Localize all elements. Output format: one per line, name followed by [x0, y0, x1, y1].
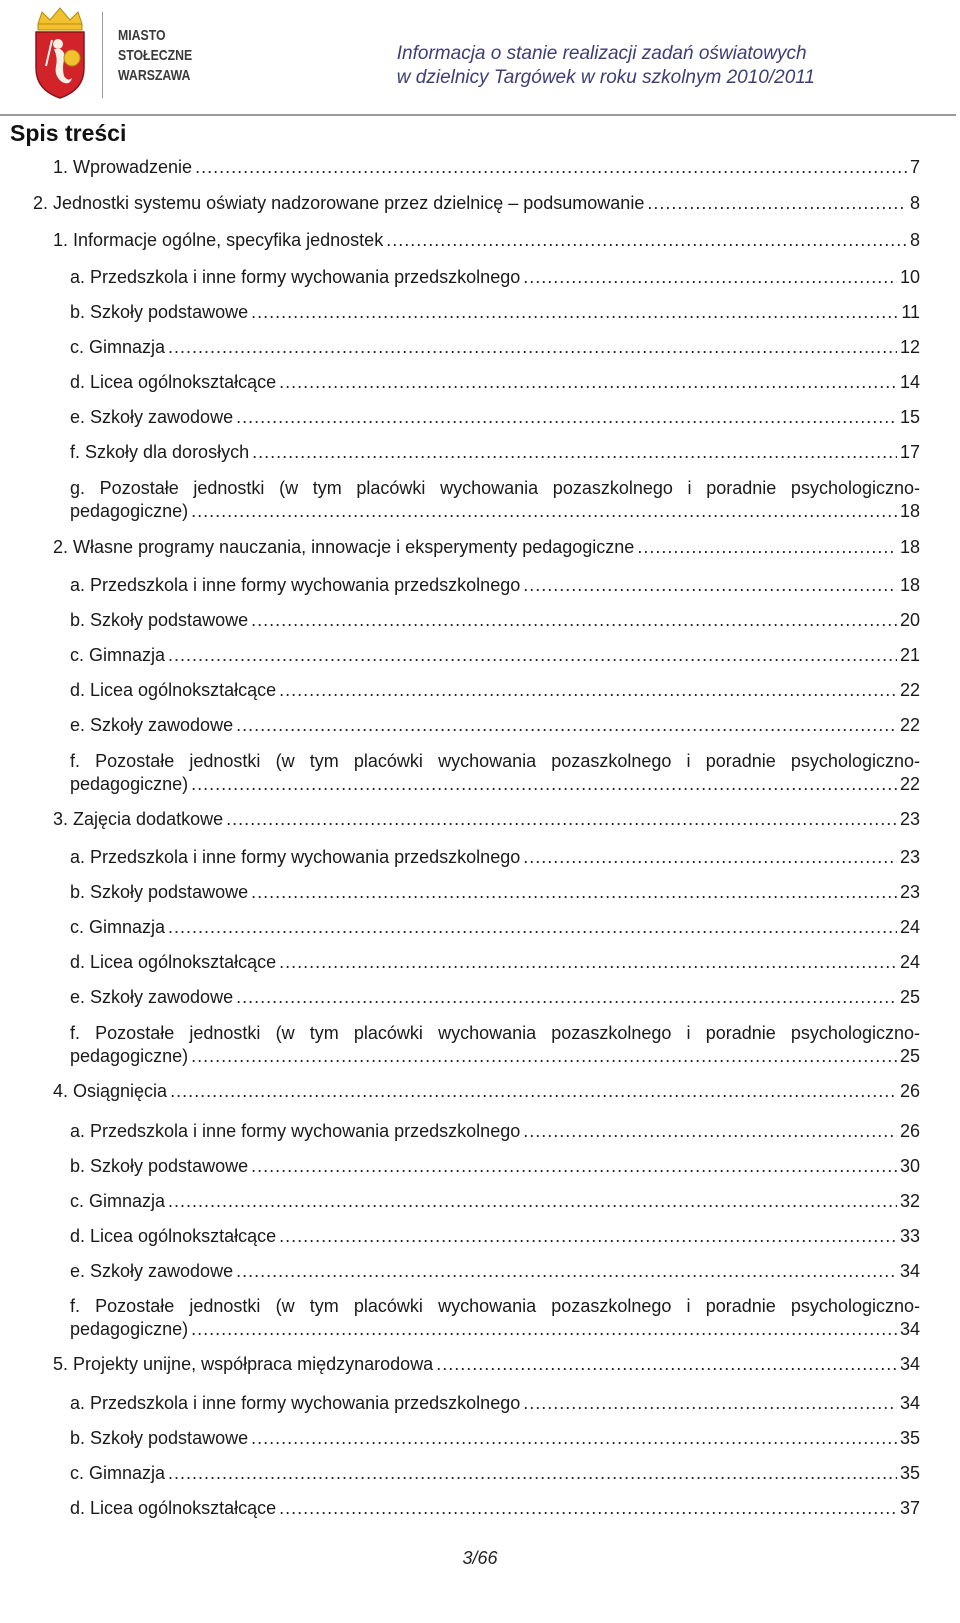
toc-entry-line[interactable] [70, 1295, 920, 1317]
toc-entry-page-number: 35 [899, 1428, 920, 1448]
toc-dot-leader [386, 229, 907, 251]
toc-entry[interactable] [70, 1225, 920, 1247]
document-title-line-2: w dzielnicy Targówek w roku szkolnym 2010/2011 [396, 67, 815, 88]
toc-entry-label: b. Szkoły podstawowe [70, 610, 249, 630]
toc-entry-label: f. Szkoły dla dorosłych [70, 442, 250, 462]
toc-entry-label: 1. Wprowadzenie [53, 157, 193, 177]
toc-entry-label: b. Szkoły podstawowe [70, 302, 249, 322]
toc-entry-label: 3. Zajęcia dodatkowe [53, 809, 224, 829]
toc-entry-label: c. Gimnazja [70, 645, 166, 665]
toc-entry-page-number: 18 [899, 537, 920, 557]
toc-dot-leader [168, 1190, 897, 1212]
toc-entry[interactable] [33, 192, 920, 214]
toc-entry-page-number: 34 [899, 1354, 920, 1374]
toc-entry-page-number: 24 [899, 952, 920, 972]
toc-entry-page-number: 15 [899, 407, 920, 427]
toc-entry[interactable] [70, 714, 920, 736]
toc-entry-page-number: 23 [899, 847, 920, 867]
toc-dot-leader [523, 266, 897, 288]
toc-entry[interactable] [53, 536, 920, 558]
toc-entry-label: pedagogiczne) [70, 1046, 189, 1066]
toc-dot-leader [226, 808, 897, 830]
toc-entry-label: g. Pozostałe jednostki (w tym placówki wychowania pozaszkolnego i poradnie psychologiczno- [70, 478, 920, 498]
toc-dot-leader [236, 986, 897, 1008]
toc-entry[interactable] [70, 644, 920, 666]
toc-dot-leader [195, 156, 907, 178]
toc-entry-label: d. Licea ogólnokształcące [70, 680, 277, 700]
toc-entry-line[interactable] [70, 750, 920, 772]
toc-entry-label: pedagogiczne) [70, 501, 189, 521]
toc-dot-leader [523, 574, 897, 596]
toc-entry-label: pedagogiczne) [70, 774, 189, 794]
toc-entry[interactable] [70, 1392, 920, 1414]
toc-entry-page-number: 26 [899, 1121, 920, 1141]
toc-dot-leader [236, 714, 897, 736]
toc-entry-label: f. Pozostałe jednostki (w tym placówki wychowania pozaszkolnego i poradnie psychologiczno- [70, 751, 920, 771]
toc-entry-label: f. Pozostałe jednostki (w tym placówki wychowania pozaszkolnego i poradnie psychologiczno- [70, 1296, 920, 1316]
toc-dot-leader [251, 881, 897, 903]
city-logotype [118, 26, 192, 86]
toc-dot-leader [168, 916, 897, 938]
toc-entry-label: a. Przedszkola i inne formy wychowania przedszkolnego [70, 1121, 521, 1141]
toc-dot-leader [279, 371, 897, 393]
toc-entry-label: 5. Projekty unijne, współpraca międzynarodowa [53, 1354, 434, 1374]
toc-entry-label: d. Licea ogólnokształcące [70, 1226, 277, 1246]
warsaw-coat-of-arms-icon [28, 6, 92, 100]
toc-dot-leader [523, 1120, 897, 1142]
toc-dot-leader [279, 951, 897, 973]
toc-entry-label: c. Gimnazja [70, 917, 166, 937]
toc-entry[interactable] [53, 156, 920, 178]
document-title [397, 42, 815, 90]
toc-entry[interactable] [70, 1497, 920, 1519]
toc-entry-page-number: 12 [899, 337, 920, 357]
toc-entry-page-number: 34 [899, 1261, 920, 1281]
toc-entry-page-number: 26 [899, 1081, 920, 1101]
toc-entry-page-number: 22 [899, 774, 920, 794]
toc-entry-label: d. Licea ogólnokształcące [70, 1498, 277, 1518]
toc-dot-leader [191, 1045, 897, 1067]
toc-entry-label: b. Szkoły podstawowe [70, 1156, 249, 1176]
toc-entry-page-number: 23 [899, 882, 920, 902]
toc-entry-page-number: 23 [899, 809, 920, 829]
toc-entry[interactable] [70, 679, 920, 701]
toc-entry[interactable] [70, 574, 920, 596]
toc-entry[interactable] [53, 1353, 920, 1375]
toc-entry[interactable] [70, 441, 920, 463]
toc-dot-leader [236, 406, 897, 428]
toc-entry[interactable] [53, 808, 920, 830]
toc-entry[interactable] [53, 1080, 920, 1102]
header-rule [0, 114, 956, 116]
toc-entry-label: 4. Osiągnięcia [53, 1081, 168, 1101]
toc-entry-page-number: 24 [899, 917, 920, 937]
toc-entry-page-number: 25 [899, 1046, 920, 1066]
toc-entry-page-number: 17 [899, 442, 920, 462]
toc-entry[interactable] [70, 1120, 920, 1142]
toc-entry-page-number: 22 [899, 715, 920, 735]
toc-entry-page-number: 22 [899, 680, 920, 700]
toc-dot-leader [168, 644, 897, 666]
toc-entry-line[interactable] [70, 1022, 920, 1044]
toc-entry-page-number: 30 [899, 1156, 920, 1176]
toc-heading: Spis treści [10, 120, 127, 146]
toc-dot-leader [523, 846, 897, 868]
logo-line: MIASTO [118, 27, 166, 44]
toc-entry-page-number: 34 [899, 1393, 920, 1413]
toc-entry-label: e. Szkoły zawodowe [70, 1261, 234, 1281]
toc-entry[interactable] [70, 986, 920, 1008]
toc-entry[interactable] [70, 371, 920, 393]
toc-dot-leader [251, 301, 898, 323]
toc-dot-leader [191, 1318, 897, 1340]
toc-entry-page-number: 8 [909, 230, 920, 250]
toc-entry[interactable] [70, 1318, 920, 1340]
toc-entry[interactable] [70, 916, 920, 938]
toc-entry[interactable] [70, 1190, 920, 1212]
toc-entry-page-number: 25 [899, 987, 920, 1007]
toc-entry-label: d. Licea ogólnokształcące [70, 952, 277, 972]
toc-entry-page-number: 10 [899, 267, 920, 287]
page-number: 3/66 [462, 1548, 498, 1568]
toc-entry[interactable] [70, 266, 920, 288]
toc-entry-label: c. Gimnazja [70, 337, 166, 357]
toc-entry-label: a. Przedszkola i inne formy wychowania przedszkolnego [70, 267, 521, 287]
toc-entry-label: e. Szkoły zawodowe [70, 407, 234, 427]
toc-entry-page-number: 35 [899, 1463, 920, 1483]
toc-entry-label: a. Przedszkola i inne formy wychowania przedszkolnego [70, 1393, 521, 1413]
toc-entry-label: c. Gimnazja [70, 1191, 166, 1211]
toc-dot-leader [168, 336, 897, 358]
toc-entry-page-number: 14 [899, 372, 920, 392]
toc-entry-label: b. Szkoły podstawowe [70, 1428, 249, 1448]
toc-dot-leader [279, 1497, 897, 1519]
toc-entry[interactable] [53, 229, 920, 251]
toc-entry[interactable] [70, 609, 920, 631]
toc-entry[interactable] [70, 1462, 920, 1484]
toc-entry[interactable] [70, 1155, 920, 1177]
toc-dot-leader [251, 1155, 897, 1177]
toc-entry-label: a. Przedszkola i inne formy wychowania przedszkolnego [70, 847, 521, 867]
toc-entry[interactable] [70, 406, 920, 428]
toc-entry-label: 2. Jednostki systemu oświaty nadzorowane przez dzielnicę – podsumowanie [33, 193, 645, 213]
document-title-line-1: Informacja o stanie realizacji zadań oświatowych [396, 43, 807, 64]
toc-entry-label: e. Szkoły zawodowe [70, 987, 234, 1007]
toc-entry-label: d. Licea ogólnokształcące [70, 372, 277, 392]
toc-dot-leader [191, 773, 897, 795]
toc-dot-leader [637, 536, 897, 558]
toc-entry-page-number: 32 [899, 1191, 920, 1211]
toc-dot-leader [191, 500, 897, 522]
toc-entry-line[interactable] [70, 477, 920, 499]
toc-entry-label: f. Pozostałe jednostki (w tym placówki wychowania pozaszkolnego i poradnie psychologiczno- [70, 1023, 920, 1043]
toc-entry[interactable] [70, 773, 920, 795]
toc-entry[interactable] [70, 1427, 920, 1449]
toc-dot-leader [647, 192, 907, 214]
toc-entry-label: 2. Własne programy nauczania, innowacje i eksperymenty pedagogiczne [53, 537, 635, 557]
logo-line: WARSZAWA [118, 67, 191, 84]
toc-entry[interactable] [70, 1260, 920, 1282]
toc-entry-label: 1. Informacje ogólne, specyfika jednostek [53, 230, 384, 250]
page-header [0, 0, 960, 116]
toc-entry[interactable] [70, 500, 920, 522]
toc-dot-leader [279, 679, 897, 701]
toc-entry-page-number: 34 [899, 1319, 920, 1339]
toc-entry-label: a. Przedszkola i inne formy wychowania przedszkolnego [70, 575, 521, 595]
toc-dot-leader [168, 1462, 897, 1484]
toc-entry-page-number: 37 [899, 1498, 920, 1518]
toc-entry-page-number: 11 [901, 302, 920, 322]
toc-entry-page-number: 8 [909, 193, 920, 213]
toc-entry[interactable] [70, 336, 920, 358]
toc-entry-label: pedagogiczne) [70, 1319, 189, 1339]
logo-line: STOŁECZNE [118, 47, 193, 64]
toc-entry-label: c. Gimnazja [70, 1463, 166, 1483]
toc-entry[interactable] [70, 846, 920, 868]
toc-dot-leader [251, 1427, 897, 1449]
toc-dot-leader [251, 609, 897, 631]
toc-entry[interactable] [70, 1045, 920, 1067]
toc-entry-label: e. Szkoły zawodowe [70, 715, 234, 735]
toc-entry-page-number: 18 [899, 501, 920, 521]
logo-divider [102, 12, 103, 98]
toc-entry[interactable] [70, 951, 920, 973]
toc-entry-page-number: 18 [899, 575, 920, 595]
toc-dot-leader [170, 1080, 897, 1102]
toc-entry[interactable] [70, 881, 920, 903]
toc-dot-leader [279, 1225, 897, 1247]
toc-dot-leader [523, 1392, 897, 1414]
toc-dot-leader [252, 441, 897, 463]
toc-dot-leader [436, 1353, 897, 1375]
toc-entry-page-number: 7 [909, 157, 920, 177]
toc-entry-page-number: 21 [899, 645, 920, 665]
toc-entry-page-number: 33 [899, 1226, 920, 1246]
toc-entry[interactable] [70, 301, 920, 323]
toc-entry-label: b. Szkoły podstawowe [70, 882, 249, 902]
toc-entry-page-number: 20 [899, 610, 920, 630]
toc-dot-leader [236, 1260, 897, 1282]
